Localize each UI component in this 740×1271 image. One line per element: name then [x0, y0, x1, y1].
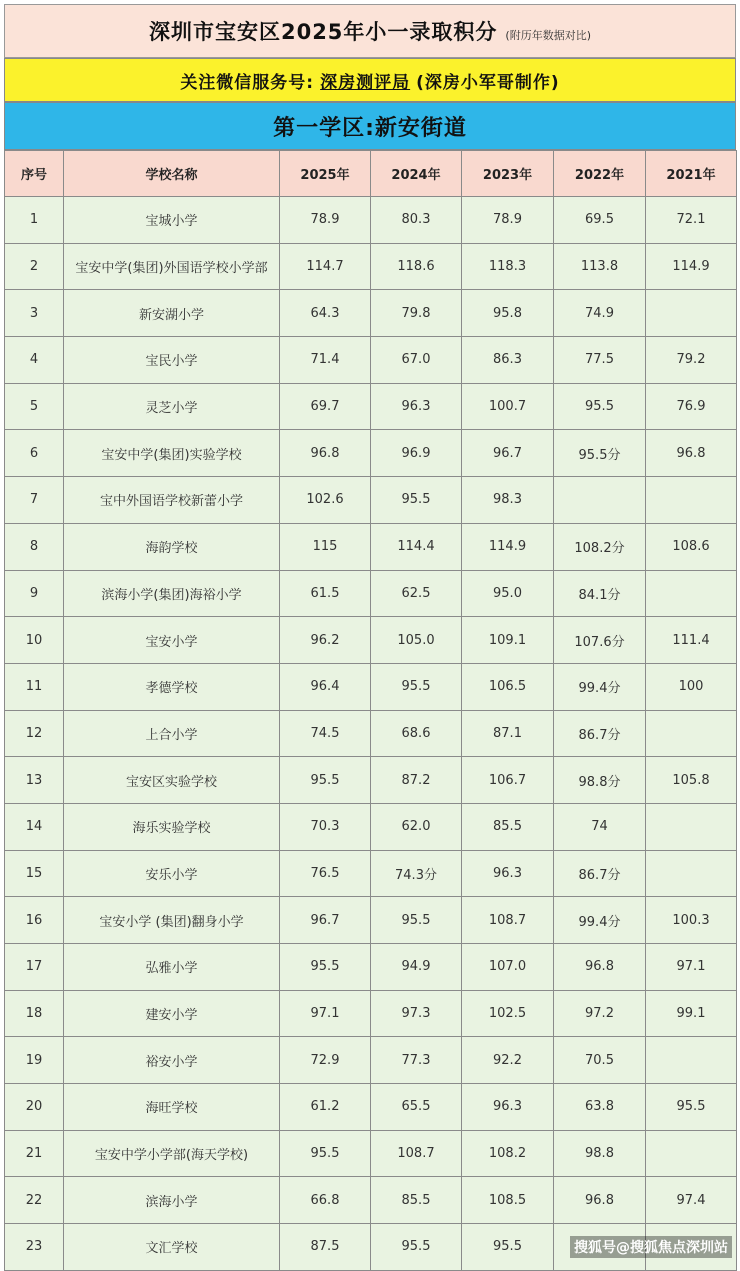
header-2024: 2024年: [371, 151, 462, 197]
table-row: [5, 570, 737, 617]
table-row: [5, 197, 737, 244]
cell-index: 20: [5, 1084, 64, 1131]
cell-2024: 62.5: [371, 570, 462, 617]
cell-school-name: 弘雅小学: [64, 944, 280, 991]
cell-2025: 78.9: [280, 197, 371, 244]
cell-school-name: 建安小学: [64, 990, 280, 1037]
cell-2023: 107.0: [462, 944, 554, 991]
table-row: [5, 944, 737, 991]
cell-school-name: 宝安区实验学校: [64, 757, 280, 804]
cell-2023: 106.7: [462, 757, 554, 804]
cell-school-name: 灵芝小学: [64, 383, 280, 430]
cell-2021: [646, 1037, 737, 1084]
cell-school-name: 宝安小学 (集团)翻身小学: [64, 897, 280, 944]
cell-2021: [646, 477, 737, 524]
cell-index: 13: [5, 757, 64, 804]
cell-2024: 80.3: [371, 197, 462, 244]
cell-school-name: 滨海小学(集团)海裕小学: [64, 570, 280, 617]
cell-2023: 95.8: [462, 290, 554, 337]
table-row: [5, 1177, 737, 1224]
cell-2022: 108.2分: [554, 523, 646, 570]
cell-2022: 97.2: [554, 990, 646, 1037]
cell-2023: 86.3: [462, 337, 554, 384]
cell-2024: 105.0: [371, 617, 462, 664]
cell-index: 9: [5, 570, 64, 617]
cell-school-name: 宝城小学: [64, 197, 280, 244]
cell-school-name: 安乐小学: [64, 850, 280, 897]
table-row: [5, 850, 737, 897]
cell-2024: 77.3: [371, 1037, 462, 1084]
table-row: [5, 990, 737, 1037]
district-bar: [4, 102, 736, 150]
cell-school-name: 孝德学校: [64, 663, 280, 710]
cell-index: 12: [5, 710, 64, 757]
cell-2021: [646, 850, 737, 897]
cell-2021: 95.5: [646, 1084, 737, 1131]
cell-school-name: 新安湖小学: [64, 290, 280, 337]
scores-table: [4, 150, 737, 1271]
cell-index: 11: [5, 663, 64, 710]
cell-index: 22: [5, 1177, 64, 1224]
cell-2023: 106.5: [462, 663, 554, 710]
cell-index: 15: [5, 850, 64, 897]
cell-2023: 108.7: [462, 897, 554, 944]
cell-2025: 96.2: [280, 617, 371, 664]
cell-2025: 72.9: [280, 1037, 371, 1084]
cell-2023: 92.2: [462, 1037, 554, 1084]
cell-index: 19: [5, 1037, 64, 1084]
header-2023: 2023年: [462, 151, 554, 197]
cell-2024: 67.0: [371, 337, 462, 384]
cell-2024: 62.0: [371, 803, 462, 850]
cell-2022: 96.8: [554, 1177, 646, 1224]
table-row: [5, 710, 737, 757]
cell-2022: 77.5: [554, 337, 646, 384]
cell-school-name: 海乐实验学校: [64, 803, 280, 850]
cell-2024: 94.9: [371, 944, 462, 991]
header-index: 序号: [5, 151, 64, 197]
table-row: [5, 663, 737, 710]
cell-school-name: 裕安小学: [64, 1037, 280, 1084]
header-2021: 2021年: [646, 151, 737, 197]
table-row: [5, 757, 737, 804]
cell-2021: 114.9: [646, 243, 737, 290]
cell-2021: 72.1: [646, 197, 737, 244]
cell-2021: 96.8: [646, 430, 737, 477]
table-row: [5, 383, 737, 430]
table-row: [5, 1084, 737, 1131]
cell-2023: 108.5: [462, 1177, 554, 1224]
table-row: [5, 290, 737, 337]
cell-school-name: 宝安小学: [64, 617, 280, 664]
cell-2022: 113.8: [554, 243, 646, 290]
notice-prefix: 关注微信服务号:: [180, 72, 315, 93]
table-row: [5, 617, 737, 664]
cell-2025: 95.5: [280, 1130, 371, 1177]
cell-2025: 115: [280, 523, 371, 570]
cell-2024: 95.5: [371, 663, 462, 710]
cell-2023: 78.9: [462, 197, 554, 244]
cell-2025: 70.3: [280, 803, 371, 850]
cell-2022: 70.5: [554, 1037, 646, 1084]
cell-2024: 118.6: [371, 243, 462, 290]
cell-2021: 105.8: [646, 757, 737, 804]
cell-2024: 79.8: [371, 290, 462, 337]
cell-school-name: 宝安中学小学部(海天学校): [64, 1130, 280, 1177]
cell-2023: 96.3: [462, 850, 554, 897]
cell-2022: 95.5分: [554, 430, 646, 477]
cell-index: 16: [5, 897, 64, 944]
cell-index: 14: [5, 803, 64, 850]
cell-index: 18: [5, 990, 64, 1037]
cell-2025: 71.4: [280, 337, 371, 384]
cell-2021: 97.1: [646, 944, 737, 991]
cell-2023: 85.5: [462, 803, 554, 850]
cell-index: 7: [5, 477, 64, 524]
district-title: 第一学区:新安街道: [273, 115, 467, 141]
table-body: [5, 197, 737, 1271]
cell-2021: [646, 570, 737, 617]
notice-maker: (深房小军哥制作): [416, 72, 560, 93]
table-row: [5, 477, 737, 524]
cell-2021: [646, 710, 737, 757]
cell-2022: 98.8分: [554, 757, 646, 804]
cell-2021: 111.4: [646, 617, 737, 664]
table-row: [5, 337, 737, 384]
cell-2023: 95.5: [462, 1224, 554, 1271]
cell-2022: 74: [554, 803, 646, 850]
watermark: 搜狐号@搜狐焦点深圳站: [570, 1236, 732, 1258]
cell-2025: 114.7: [280, 243, 371, 290]
cell-2021: 100: [646, 663, 737, 710]
cell-2024: 96.9: [371, 430, 462, 477]
cell-index: 21: [5, 1130, 64, 1177]
cell-school-name: 海韵学校: [64, 523, 280, 570]
cell-2025: 64.3: [280, 290, 371, 337]
cell-index: 2: [5, 243, 64, 290]
cell-2022: [554, 477, 646, 524]
cell-2025: 102.6: [280, 477, 371, 524]
cell-2025: 69.7: [280, 383, 371, 430]
cell-2025: 96.8: [280, 430, 371, 477]
cell-2024: 96.3: [371, 383, 462, 430]
cell-2023: 95.0: [462, 570, 554, 617]
cell-2021: [646, 1130, 737, 1177]
table-row: [5, 430, 737, 477]
table-row: [5, 1130, 737, 1177]
cell-school-name: 宝中外国语学校新蕾小学: [64, 477, 280, 524]
notice-account: 深房测评局: [320, 72, 411, 93]
table-row: [5, 243, 737, 290]
header-school-name: 学校名称: [64, 151, 280, 197]
cell-index: 6: [5, 430, 64, 477]
cell-2021: 108.6: [646, 523, 737, 570]
cell-index: 4: [5, 337, 64, 384]
header-2025: 2025年: [280, 151, 371, 197]
cell-2025: 76.5: [280, 850, 371, 897]
cell-2025: 96.7: [280, 897, 371, 944]
table-row: [5, 523, 737, 570]
cell-school-name: 文汇学校: [64, 1224, 280, 1271]
cell-2022: 63.8: [554, 1084, 646, 1131]
cell-2021: [646, 290, 737, 337]
cell-2022: 107.6分: [554, 617, 646, 664]
cell-2024: 87.2: [371, 757, 462, 804]
cell-2022: 95.5: [554, 383, 646, 430]
cell-school-name: 宝安中学(集团)实验学校: [64, 430, 280, 477]
cell-index: 17: [5, 944, 64, 991]
cell-2021: [646, 803, 737, 850]
cell-2023: 102.5: [462, 990, 554, 1037]
cell-2023: 114.9: [462, 523, 554, 570]
cell-2021: 97.4: [646, 1177, 737, 1224]
cell-2024: 114.4: [371, 523, 462, 570]
cell-school-name: 滨海小学: [64, 1177, 280, 1224]
cell-2023: 87.1: [462, 710, 554, 757]
cell-2023: 98.3: [462, 477, 554, 524]
cell-2025: 96.4: [280, 663, 371, 710]
cell-2024: 95.5: [371, 477, 462, 524]
cell-2023: 96.3: [462, 1084, 554, 1131]
notice-bar: [4, 58, 736, 102]
cell-2024: 74.3分: [371, 850, 462, 897]
cell-2022: 98.8: [554, 1130, 646, 1177]
cell-index: 3: [5, 290, 64, 337]
header-2022: 2022年: [554, 151, 646, 197]
cell-index: 10: [5, 617, 64, 664]
cell-index: 5: [5, 383, 64, 430]
cell-school-name: 宝民小学: [64, 337, 280, 384]
cell-2023: 108.2: [462, 1130, 554, 1177]
cell-2025: 97.1: [280, 990, 371, 1037]
cell-2023: 109.1: [462, 617, 554, 664]
cell-2022: 86.7分: [554, 710, 646, 757]
cell-2023: 118.3: [462, 243, 554, 290]
cell-2022: 99.4分: [554, 663, 646, 710]
cell-2024: 95.5: [371, 897, 462, 944]
title-bar: [4, 4, 736, 58]
page-subtitle: (附历年数据对比): [505, 29, 592, 42]
cell-2025: 74.5: [280, 710, 371, 757]
cell-school-name: 海旺学校: [64, 1084, 280, 1131]
cell-2021: 99.1: [646, 990, 737, 1037]
cell-2021: 76.9: [646, 383, 737, 430]
cell-2024: 95.5: [371, 1224, 462, 1271]
cell-2025: 87.5: [280, 1224, 371, 1271]
cell-2025: 66.8: [280, 1177, 371, 1224]
cell-2024: 65.5: [371, 1084, 462, 1131]
cell-2022: 86.7分: [554, 850, 646, 897]
cell-school-name: 宝安中学(集团)外国语学校小学部: [64, 243, 280, 290]
cell-index: 1: [5, 197, 64, 244]
cell-2023: 96.7: [462, 430, 554, 477]
cell-2023: 100.7: [462, 383, 554, 430]
table-row: [5, 1037, 737, 1084]
cell-2022: 96.8: [554, 944, 646, 991]
cell-2022: 99.4分: [554, 897, 646, 944]
cell-2024: 85.5: [371, 1177, 462, 1224]
table-row: [5, 897, 737, 944]
cell-2025: 61.5: [280, 570, 371, 617]
cell-2022: 74.9: [554, 290, 646, 337]
cell-2022: 69.5: [554, 197, 646, 244]
cell-index: 23: [5, 1224, 64, 1271]
table-header-row: [5, 151, 737, 197]
cell-2025: 95.5: [280, 757, 371, 804]
cell-index: 8: [5, 523, 64, 570]
cell-2022: 84.1分: [554, 570, 646, 617]
cell-2021: 100.3: [646, 897, 737, 944]
cell-2024: 108.7: [371, 1130, 462, 1177]
cell-2025: 95.5: [280, 944, 371, 991]
cell-2025: 61.2: [280, 1084, 371, 1131]
cell-2024: 97.3: [371, 990, 462, 1037]
cell-school-name: 上合小学: [64, 710, 280, 757]
cell-2021: 79.2: [646, 337, 737, 384]
page-title: 深圳市宝安区2025年小一录取积分: [148, 20, 498, 44]
cell-2024: 68.6: [371, 710, 462, 757]
table-row: [5, 803, 737, 850]
